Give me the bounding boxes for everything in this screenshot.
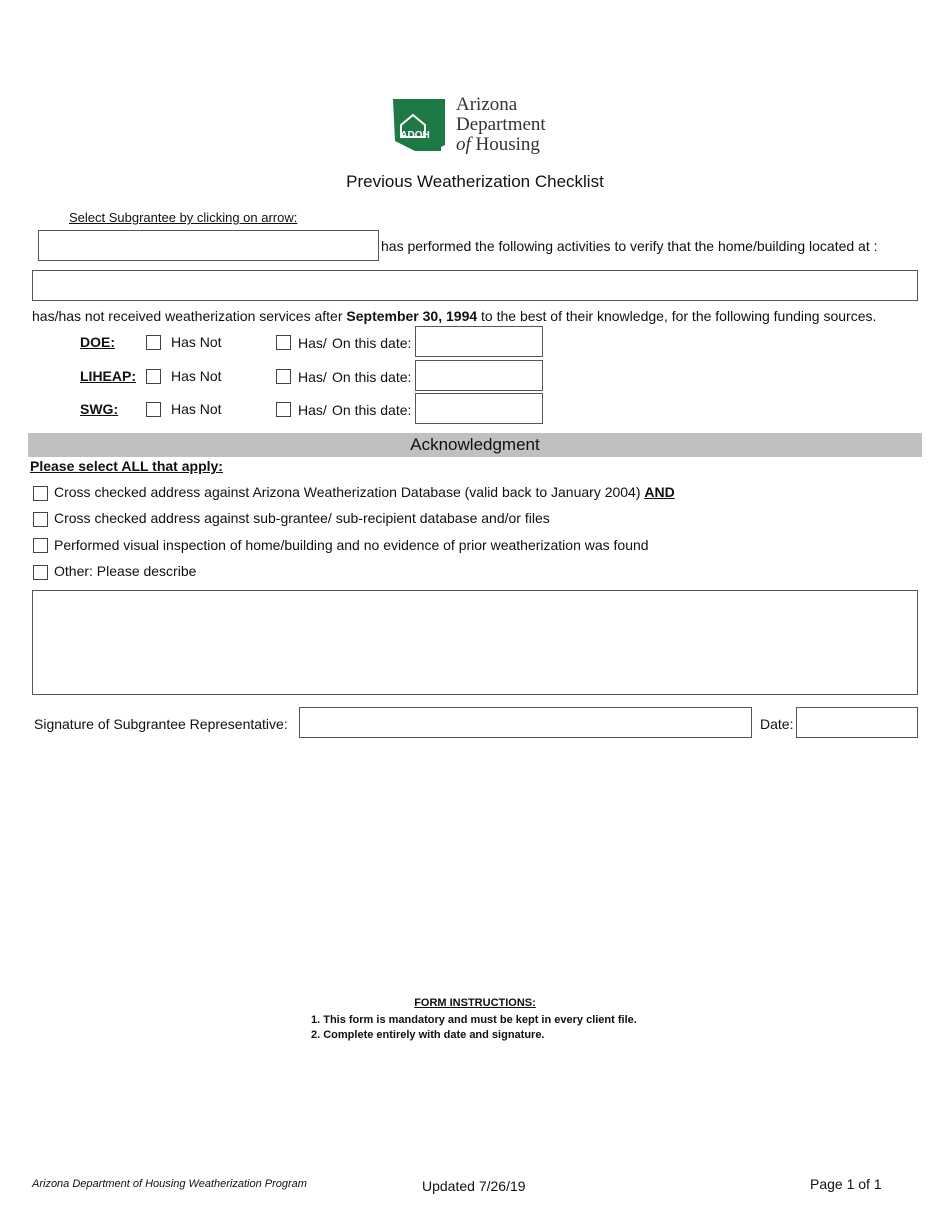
services-prefix: has/has not received weatherization services after [32,308,347,324]
doe-has-not-checkbox[interactable] [146,335,161,350]
acknowledgment-header: Acknowledgment [28,433,922,457]
swg-has-not-checkbox[interactable] [146,402,161,417]
ack-checkbox-3[interactable] [33,538,48,553]
liheap-has-checkbox[interactable] [276,369,291,384]
liheap-has-not-checkbox[interactable] [146,369,161,384]
doe-has-checkbox[interactable] [276,335,291,350]
instructions-title: FORM INSTRUCTIONS: [414,997,536,1009]
page-title: Previous Weatherization Checklist [346,172,604,191]
funding-code-doe: DOE: [80,334,115,350]
logo-badge-text: ADOH [400,130,430,141]
instruction-line-1: 1. This form is mandatory and must be kept in every client file. [311,1014,637,1026]
doe-date-field[interactable] [415,326,543,357]
ack-checkbox-2[interactable] [33,512,48,527]
select-subgrantee-label: Select Subgrantee by clicking on arrow: [69,210,298,225]
liheap-has-not-label: Has Not [171,368,222,384]
ack-checkbox-4[interactable] [33,565,48,580]
doe-has-label: Has/ [298,335,327,351]
services-date: September 30, 1994 [346,308,478,324]
liheap-date-field[interactable] [415,360,543,391]
footer-updated-date: Updated 7/26/19 [422,1178,526,1194]
services-suffix: to the best of their knowledge, for the following funding sources. [477,308,877,324]
signature-date-field[interactable] [796,707,918,738]
other-description-field[interactable] [32,590,918,695]
liheap-has-label: Has/ [298,369,327,385]
ack-item-4: Other: Please describe [54,563,197,579]
funding-code-swg: SWG: [80,401,119,417]
swg-date-label: On this date: [332,402,412,418]
swg-has-not-label: Has Not [171,401,222,417]
swg-has-checkbox[interactable] [276,402,291,417]
ack-item-1-text: Cross checked address against Arizona Weatherization Database (valid back to January 2004) [54,484,645,500]
signature-field[interactable] [299,707,752,738]
liheap-date-label: On this date: [332,369,412,385]
footer-page-number: Page 1 of 1 [810,1176,882,1192]
swg-has-label: Has/ [298,402,327,418]
agency-name-line3 [456,135,546,155]
ack-item-1 [54,484,675,500]
signature-date-label: Date: [760,716,794,732]
address-field[interactable] [32,270,918,301]
performed-text: has performed the following activities to verify that the home/building located at : [381,238,878,254]
instructions-list [311,1013,637,1043]
signature-label: Signature of Subgrantee Representative: [34,716,288,732]
subgrantee-select[interactable] [38,230,379,261]
footer-program-name: Arizona Department of Housing Weatherization Program [32,1178,307,1190]
form-instructions [0,997,950,1041]
ack-item-2: Cross checked address against sub-grantee/ sub-recipient database and/or files [54,510,550,526]
ack-item-3: Performed visual inspection of home/building and no evidence of prior weatherization was found [54,537,649,553]
doe-has-not-label: Has Not [171,334,222,350]
agency-name-line1: Arizona [456,94,518,115]
select-all-label: Please select ALL that apply: [30,458,223,474]
instruction-line-2: 2. Complete entirely with date and signature. [311,1029,545,1041]
ack-item-1-and: AND [644,484,675,500]
ack-checkbox-1[interactable] [33,486,48,501]
swg-date-field[interactable] [415,393,543,424]
agency-name [456,95,546,155]
funding-code-liheap: LIHEAP: [80,368,136,384]
services-statement [32,308,876,324]
adoh-logo-icon [391,97,447,153]
agency-name-line2: Department [456,114,546,135]
agency-name-of: of [456,134,471,155]
doe-date-label: On this date: [332,335,412,351]
agency-name-housing: Housing [475,134,540,155]
